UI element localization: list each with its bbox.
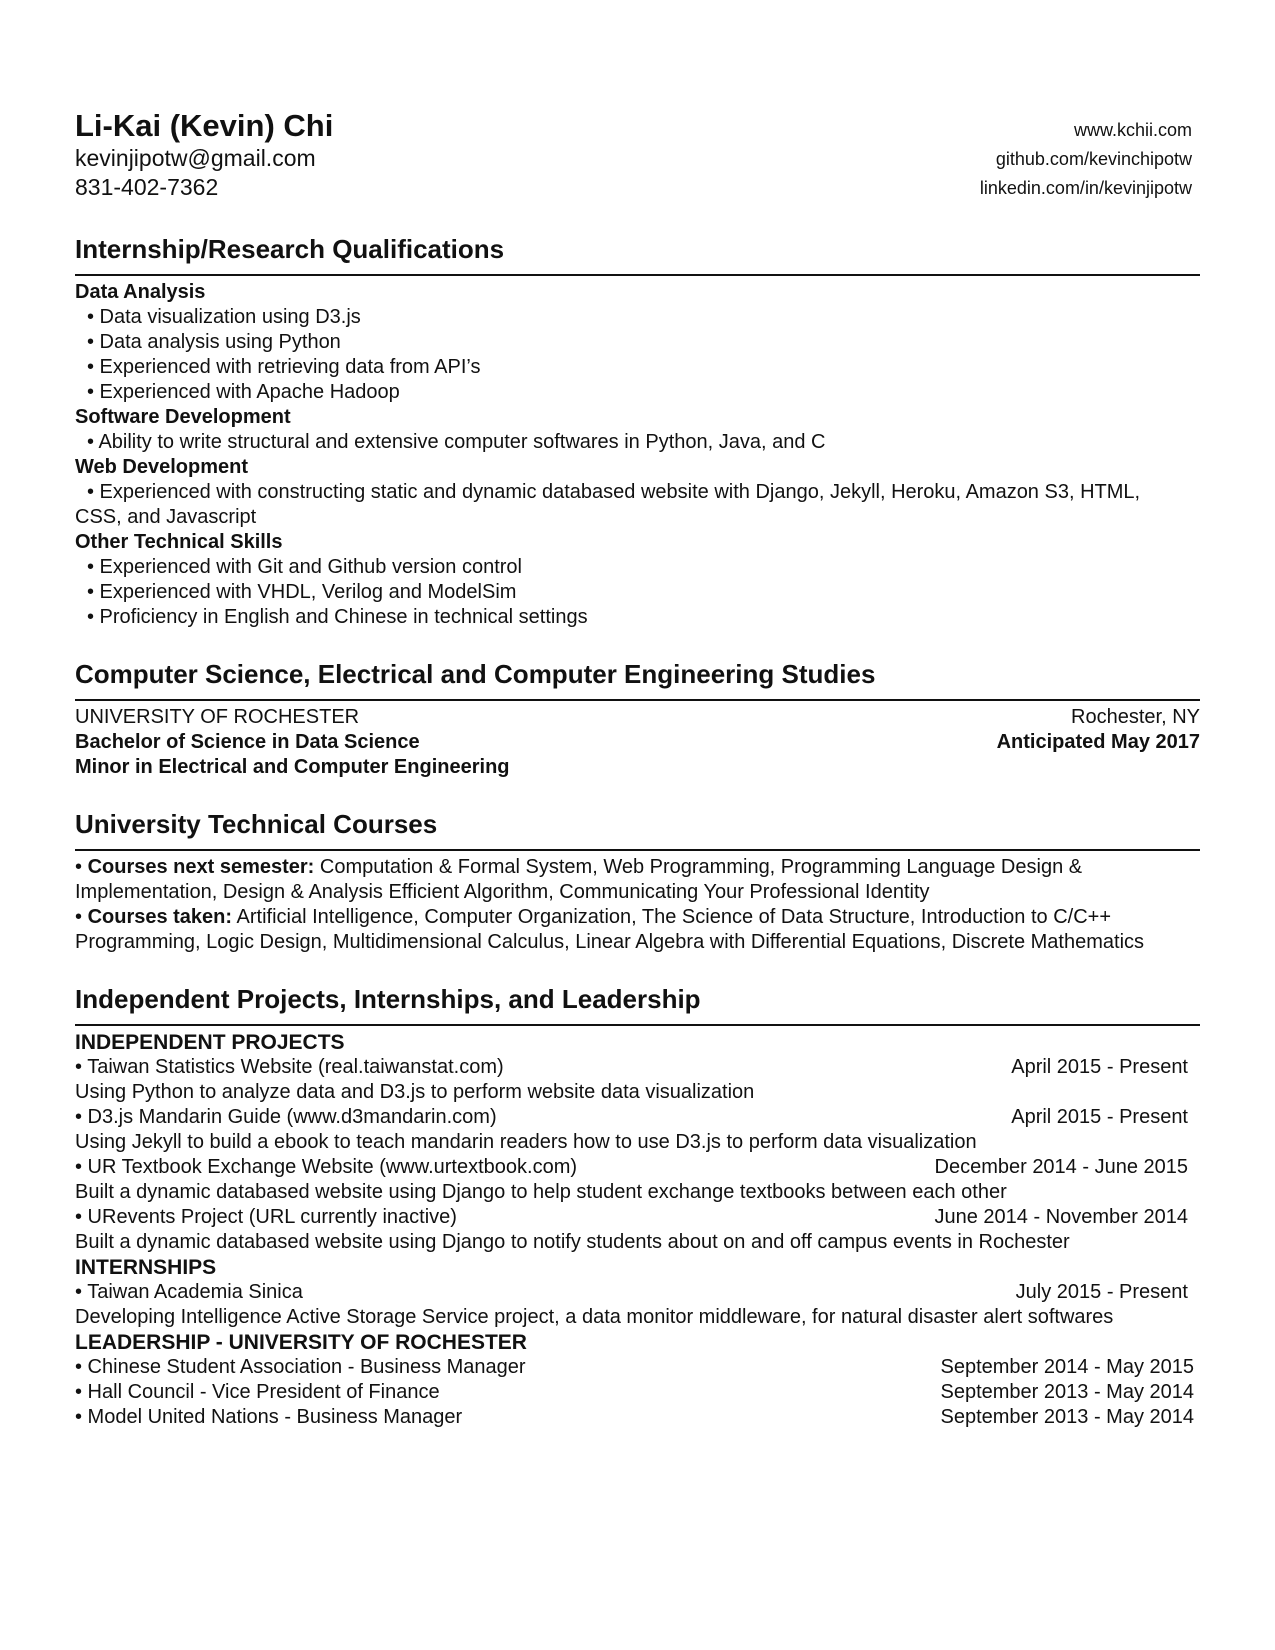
leadership-date: September 2014 - May 2015 — [940, 1356, 1194, 1378]
website-link[interactable]: www.kchii.com — [1073, 120, 1192, 140]
courses-taken-text: Artificial Intelligence, Computer Organization, The Science of Data Structure, Introduction to C/C++ — [232, 906, 1112, 928]
project-title: • Taiwan Statistics Website (real.taiwanstat.com) — [75, 1056, 504, 1078]
section-title-qualifications: Internship/Research Qualifications — [75, 233, 1200, 276]
list-item: • Experienced with VHDL, Verilog and ModelSim — [87, 581, 517, 603]
courses-next-line: • Courses next semester: Computation & Formal System, Web Programming, Programming Language Design & — [75, 856, 1083, 878]
minor: Minor in Electrical and Computer Engineering — [75, 756, 510, 778]
projects-content — [75, 1026, 1200, 1430]
school-row — [75, 705, 1200, 730]
section-title-courses: University Technical Courses — [75, 808, 1200, 851]
phone: 831-402-7362 — [75, 174, 219, 200]
project-row — [75, 1105, 1200, 1130]
courses-next-label: Courses next semester: — [87, 856, 315, 878]
subsection-heading: INTERNSHIPS — [75, 1256, 217, 1279]
internship-date: July 2015 - Present — [1015, 1281, 1188, 1303]
qualifications-content — [75, 276, 1200, 630]
project-description: Using Python to analyze data and D3.js to perform website data visualization — [75, 1081, 755, 1103]
section-title-projects: Independent Projects, Internships, and Leadership — [75, 983, 1200, 1026]
courses-section — [75, 808, 1200, 955]
list-item: • Proficiency in English and Chinese in technical settings — [87, 606, 588, 628]
project-date: June 2014 - November 2014 — [934, 1206, 1188, 1228]
group-label: Web Development — [75, 456, 248, 478]
list-item-continuation: CSS, and Javascript — [75, 506, 257, 528]
courses-next-text: Computation & Formal System, Web Programming, Programming Language Design & — [314, 856, 1083, 878]
education-section — [75, 658, 1200, 780]
list-item: • Experienced with constructing static and dynamic databased website with Django, Jekyll, Heroku, Amazon S3, HTML, — [87, 481, 1141, 503]
education-content — [75, 701, 1200, 780]
leadership-date: September 2013 - May 2014 — [940, 1381, 1194, 1403]
project-description: Built a dynamic databased website using Django to help student exchange textbooks between each other — [75, 1181, 1007, 1203]
degree: Bachelor of Science in Data Science — [75, 731, 420, 753]
github-link[interactable]: github.com/kevinchipotw — [995, 149, 1192, 169]
school-location: Rochester, NY — [1071, 706, 1200, 728]
project-row — [75, 1055, 1200, 1080]
list-item: • Experienced with retrieving data from API’s — [87, 356, 481, 378]
school-name: UNIVERSITY OF ROCHESTER — [75, 706, 360, 728]
leadership-row — [75, 1380, 1200, 1405]
project-description: Built a dynamic databased website using Django to notify students about on and off campus events in Rochester — [75, 1231, 1070, 1253]
project-description: Using Jekyll to build a ebook to teach mandarin readers how to use D3.js to perform data visualization — [75, 1131, 977, 1153]
resume-page — [75, 100, 1200, 1430]
internship-row — [75, 1280, 1200, 1305]
leadership-title: • Chinese Student Association - Business Manager — [75, 1356, 526, 1378]
projects-section — [75, 983, 1200, 1430]
project-date: April 2015 - Present — [1011, 1056, 1188, 1078]
subsection-heading: LEADERSHIP - UNIVERSITY OF ROCHESTER — [75, 1331, 527, 1354]
project-date: April 2015 - Present — [1011, 1106, 1188, 1128]
project-row — [75, 1155, 1200, 1180]
email[interactable]: kevinjipotw@gmail.com — [75, 145, 316, 171]
leadership-title: • Model United Nations - Business Manager — [75, 1406, 463, 1428]
courses-content — [75, 851, 1200, 955]
leadership-row — [75, 1405, 1200, 1430]
group-label: Data Analysis — [75, 281, 206, 303]
linkedin-link[interactable]: linkedin.com/in/kevinjipotw — [979, 178, 1192, 198]
project-title: • UR Textbook Exchange Website (www.urtextbook.com) — [75, 1156, 578, 1178]
group-label: Other Technical Skills — [75, 531, 283, 553]
courses-taken-continuation: Programming, Logic Design, Multidimensional Calculus, Linear Algebra with Differential Equations, Discrete Mathematics — [75, 931, 1145, 953]
candidate-name: Li-Kai (Kevin) Chi — [75, 108, 334, 143]
graduation-date: Anticipated May 2017 — [996, 731, 1200, 753]
degree-row — [75, 730, 1200, 755]
courses-next-continuation: Implementation, Design & Analysis Efficient Algorithm, Communicating Your Professional Identity — [75, 881, 930, 903]
leadership-date: September 2013 - May 2014 — [940, 1406, 1194, 1428]
list-item: • Ability to write structural and extensive computer softwares in Python, Java, and C — [87, 431, 826, 453]
list-item: • Data visualization using D3.js — [87, 306, 361, 328]
resume-header — [75, 108, 1200, 203]
internship-description: Developing Intelligence Active Storage Service project, a data monitor middleware, for natural disaster alert softwares — [75, 1306, 1114, 1328]
group-label: Software Development — [75, 406, 291, 428]
project-title: • D3.js Mandarin Guide (www.d3mandarin.com) — [75, 1106, 497, 1128]
subsection-heading: INDEPENDENT PROJECTS — [75, 1031, 345, 1054]
leadership-row — [75, 1355, 1200, 1380]
contact-left — [75, 108, 333, 203]
list-item: • Experienced with Apache Hadoop — [87, 381, 400, 403]
project-row — [75, 1205, 1200, 1230]
project-date: December 2014 - June 2015 — [934, 1156, 1188, 1178]
contact-right — [980, 108, 1200, 203]
internship-title: • Taiwan Academia Sinica — [75, 1281, 303, 1303]
qualifications-section — [75, 233, 1200, 630]
project-title: • URevents Project (URL currently inactive) — [75, 1206, 457, 1228]
list-item: • Experienced with Git and Github version control — [87, 556, 522, 578]
section-title-education: Computer Science, Electrical and Computer Engineering Studies — [75, 658, 1200, 701]
leadership-title: • Hall Council - Vice President of Finance — [75, 1381, 440, 1403]
courses-taken-label: Courses taken: — [87, 906, 233, 928]
courses-taken-line: • Courses taken: Artificial Intelligence, Computer Organization, The Science of Data Structure, Introduction to C/C++ — [75, 906, 1112, 928]
list-item: • Data analysis using Python — [87, 331, 341, 353]
